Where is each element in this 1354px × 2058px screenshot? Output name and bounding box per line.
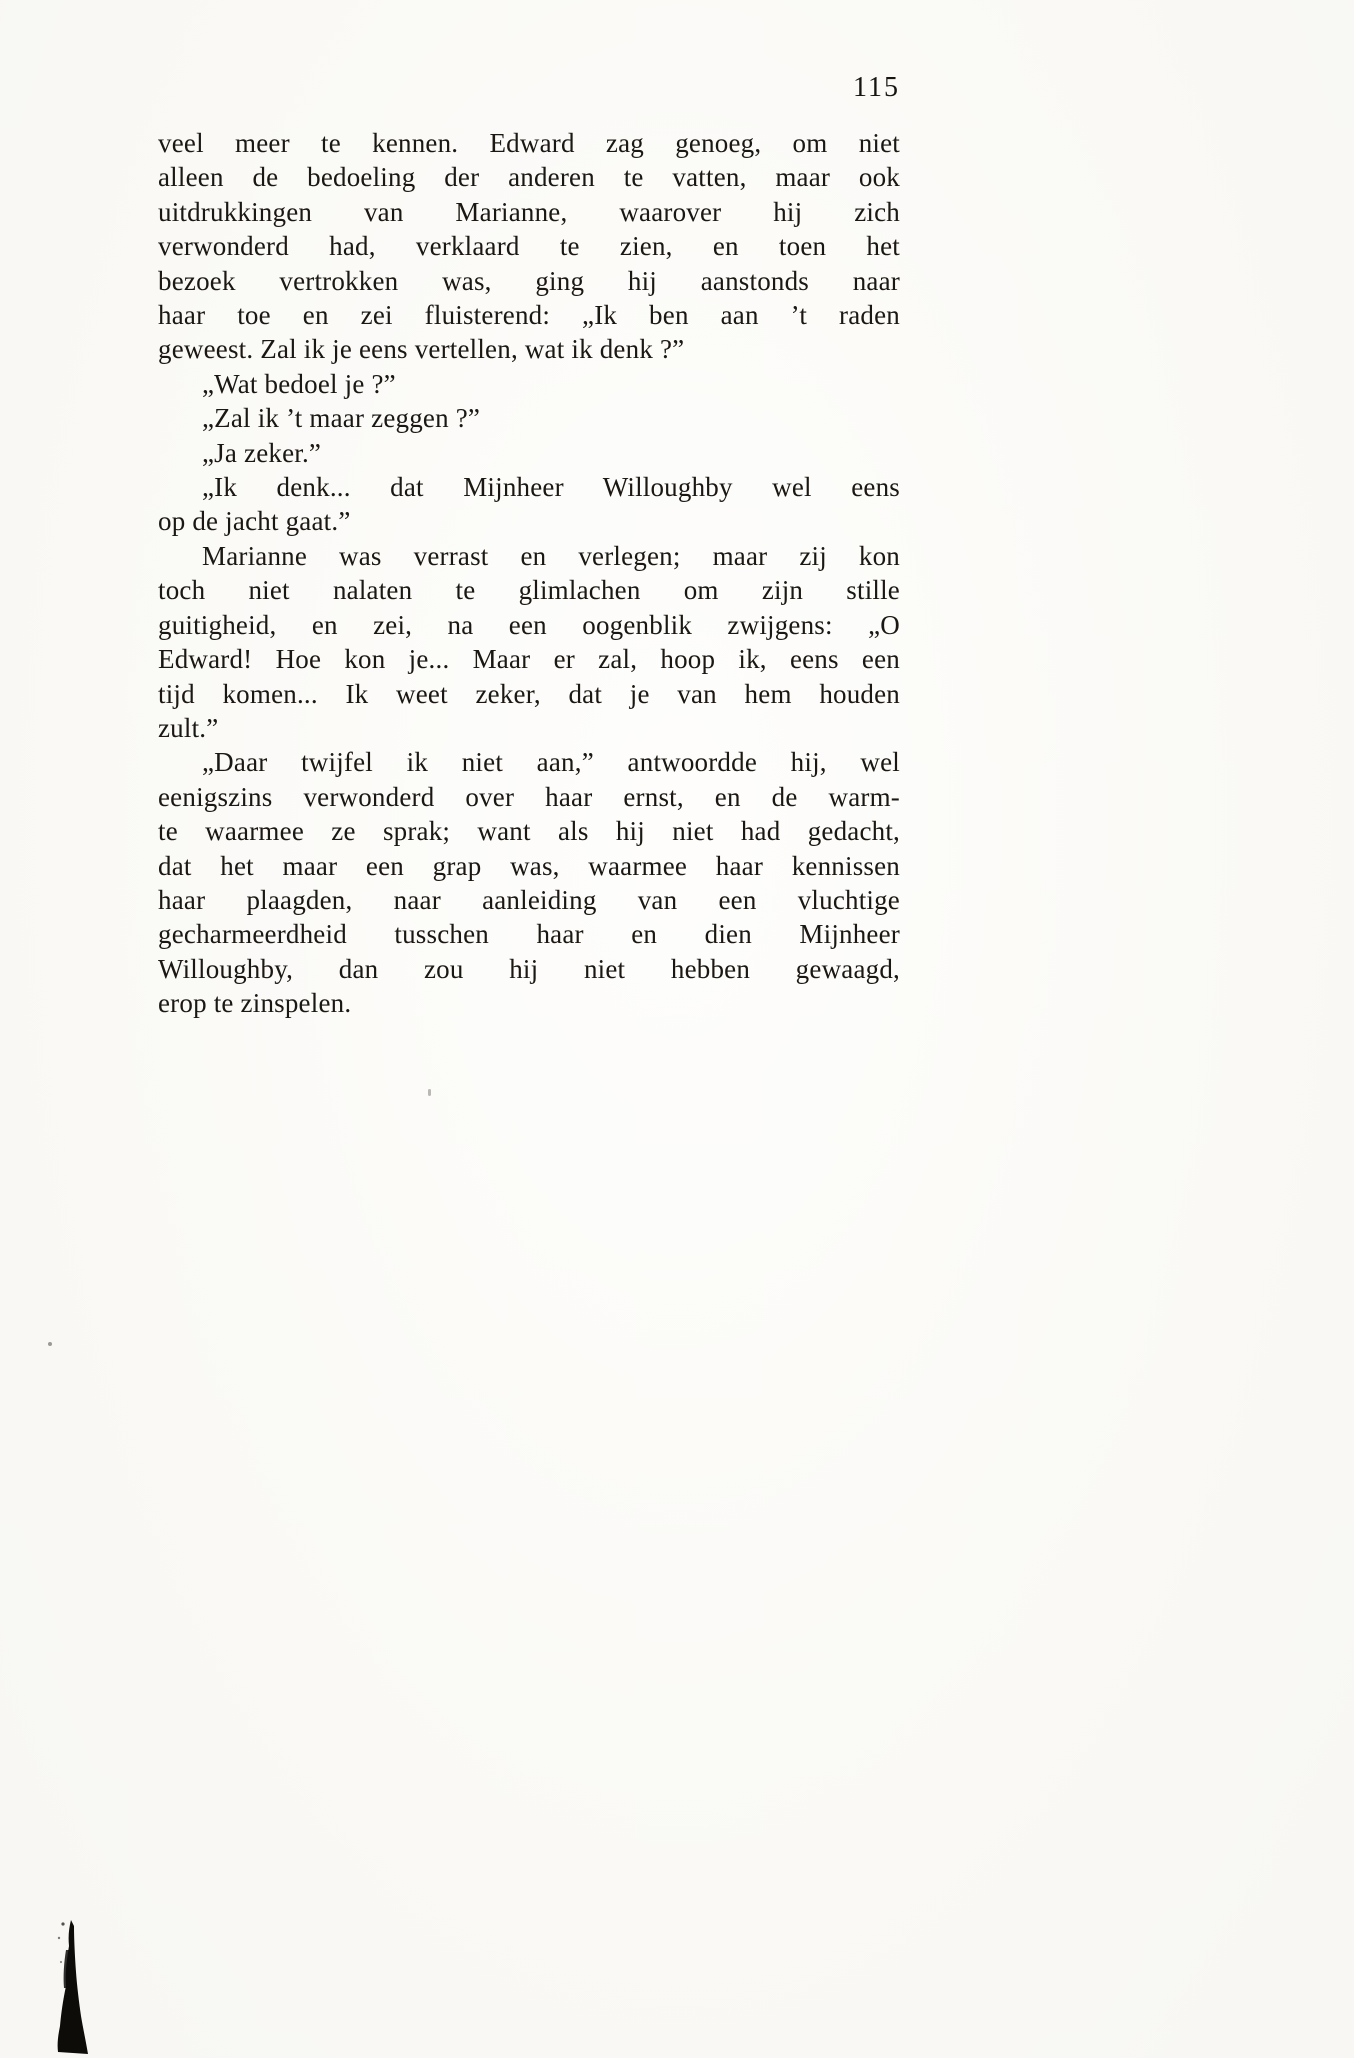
text-line: op de jacht gaat.”: [158, 506, 351, 537]
text-line: „Wat bedoel je ?”: [202, 368, 396, 399]
text-line: „Daar twijfel ik niet aan,” antwoordde hij, wel: [202, 747, 900, 778]
text-line: alleen de bedoeling der anderen te vatten, maar ook: [158, 162, 900, 193]
text-line: „Ja zeker.”: [202, 437, 322, 468]
text-line: bezoek vertrokken was, ging hij aanstonds naar: [158, 265, 900, 296]
text-line: gecharmeerdheid tusschen haar en dien Mijnheer: [158, 919, 900, 950]
ink-blot: [48, 1916, 108, 2056]
text-block: [158, 126, 900, 1021]
text-line: geweest. Zal ik je eens vertellen, wat ik denk ?”: [158, 334, 685, 365]
text-line: guitigheid, en zei, na een oogenblik zwijgens: „O: [158, 609, 900, 640]
text-line: erop te zinspelen.: [158, 988, 352, 1019]
text-line: tijd komen... Ik weet zeker, dat je van hem houden: [158, 678, 900, 709]
text-line: haar plaagden, naar aanleiding van een vluchtige: [158, 884, 900, 915]
text-line: „Zal ik ’t maar zeggen ?”: [202, 403, 481, 434]
text-line: te waarmee ze sprak; want als hij niet had gedacht,: [158, 816, 900, 847]
text-line: Edward! Hoe kon je... Maar er zal, hoop ik, eens een: [158, 644, 900, 675]
text-line: dat het maar een grap was, waarmee haar kennissen: [158, 850, 900, 881]
text-line: toch niet nalaten te glimlachen om zijn stille: [158, 575, 900, 606]
text-line: Willoughby, dan zou hij niet hebben gewaagd,: [158, 953, 900, 984]
text-line: verwonderd had, verklaard te zien, en toen het: [158, 231, 900, 262]
scan-speck: [428, 1089, 431, 1096]
text-line: uitdrukkingen van Marianne, waarover hij zich: [158, 196, 900, 227]
text-line: „Ik denk... dat Mijnheer Willoughby wel eens: [202, 472, 900, 503]
text-line: veel meer te kennen. Edward zag genoeg, om niet: [158, 128, 900, 158]
text-line: eenigszins verwonderd over haar ernst, en de warm-: [158, 781, 900, 812]
text-line: Marianne was verrast en verlegen; maar zij kon: [202, 540, 900, 571]
scan-speck: [48, 1342, 52, 1346]
text-line: haar toe en zei fluisterend: „Ik ben aan ’t raden: [158, 300, 900, 331]
text-line: zult.”: [158, 712, 219, 743]
page-number: 115: [853, 72, 900, 103]
